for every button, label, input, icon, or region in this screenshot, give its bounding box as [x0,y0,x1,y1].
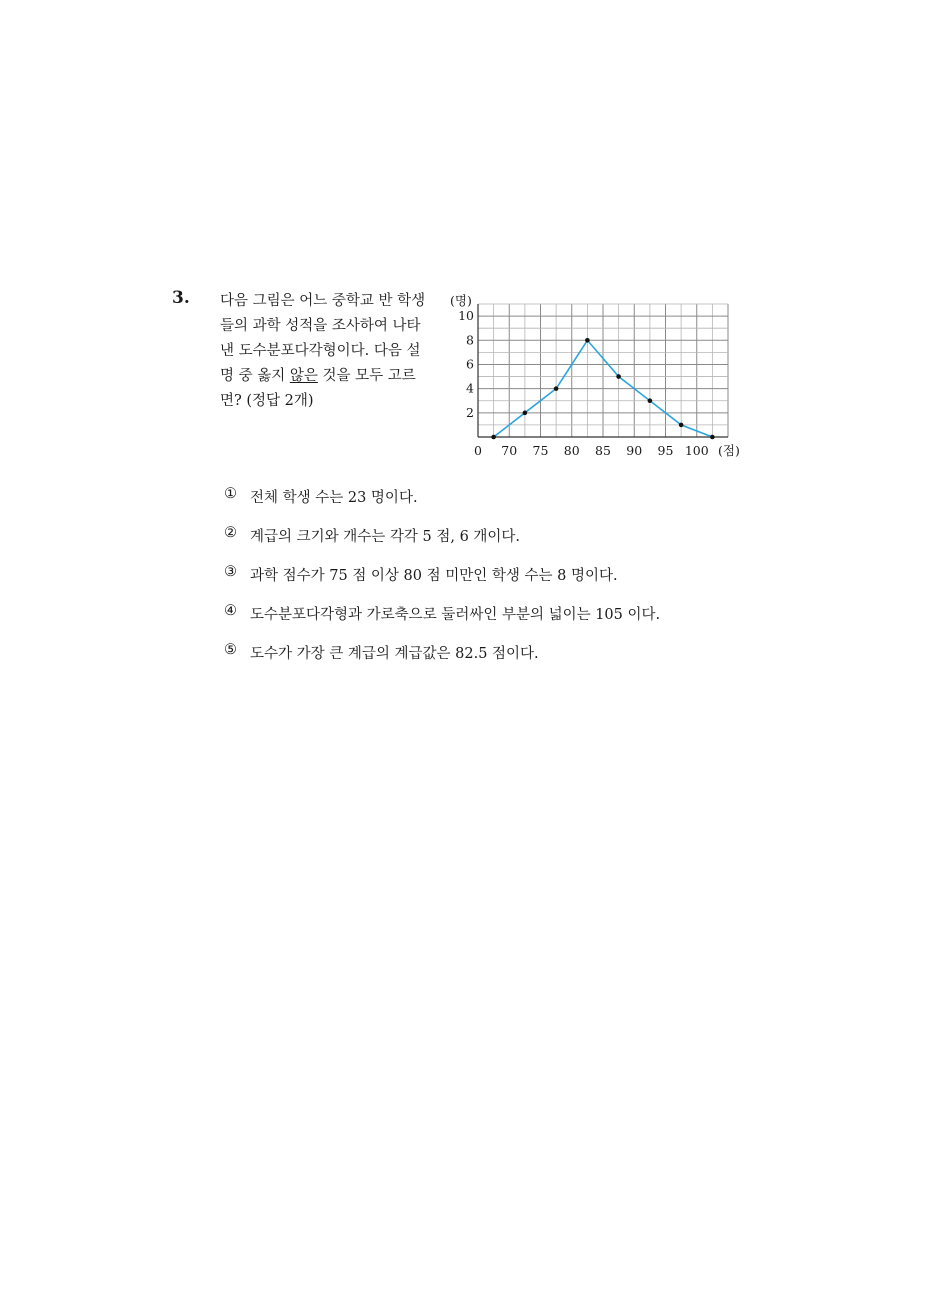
data-point [491,435,496,440]
option-text: 계급의 크기와 개수는 각각 5 점, 6 개이다. [250,529,521,545]
option-number: ① [224,486,237,502]
option-text: 과학 점수가 75 점 이상 80 점 미만인 학생 수는 8 명이다. [250,568,618,584]
y-axis-unit-label: (명) [450,293,472,308]
option-text: 도수분포다각형과 가로축으로 둘러싸인 부분의 넓이는 105 이다. [250,607,661,623]
question-line-4-post: 것을 모두 고르 [317,368,416,384]
x-tick-label: 80 [563,443,580,458]
x-tick-label: 100 [684,443,709,458]
chart-svg [440,288,750,468]
data-point [585,338,590,343]
data-point [554,386,559,391]
x-tick-label: 90 [626,443,643,458]
x-tick-label: 85 [595,443,611,458]
y-tick-label: 10 [458,308,474,324]
option-1[interactable] [224,486,660,525]
option-text: 도수가 가장 큰 계급의 계급값은 82.5 점이다. [250,646,539,662]
x-tick-label: 95 [657,443,674,458]
grid [478,304,728,437]
y-tick-label: 8 [466,332,474,348]
data-point [648,398,653,403]
x-axis-unit-label: (점) [718,443,740,458]
answer-options [224,486,660,681]
question-line-4-pre: 명 중 옳지 [220,368,290,384]
question-line-5: 면? (정답 2개) [220,393,314,409]
origin-label: 0 [474,443,482,458]
data-point [616,374,621,379]
question-line-3: 낸 도수분포다각형이다. 다음 설 [220,343,421,359]
option-number: ② [224,525,237,541]
question-number: 3. [172,288,190,308]
x-tick-label: 70 [501,443,518,458]
option-2[interactable] [224,525,660,564]
option-4[interactable] [224,603,660,642]
option-number: ⑤ [224,642,237,658]
frequency-polygon-chart [440,288,750,468]
question-line-1: 다음 그림은 어느 중학교 반 학생 [220,293,426,309]
underlined-emphasis: 않은 [289,368,318,384]
y-tick-label: 2 [466,404,474,420]
question-line-4 [220,364,442,389]
question-line-2: 들의 과학 성적을 조사하여 나타 [220,318,421,334]
y-tick-label: 6 [466,356,474,372]
option-number: ④ [224,603,237,619]
y-tick-label: 4 [466,380,474,396]
data-point [523,411,528,416]
question-text [220,289,442,414]
option-5[interactable] [224,642,660,681]
option-number: ③ [224,564,237,580]
option-text: 전체 학생 수는 23 명이다. [250,490,418,506]
x-tick-label: 75 [532,443,549,458]
option-3[interactable] [224,564,660,603]
data-point [710,435,715,440]
data-point [679,423,684,428]
